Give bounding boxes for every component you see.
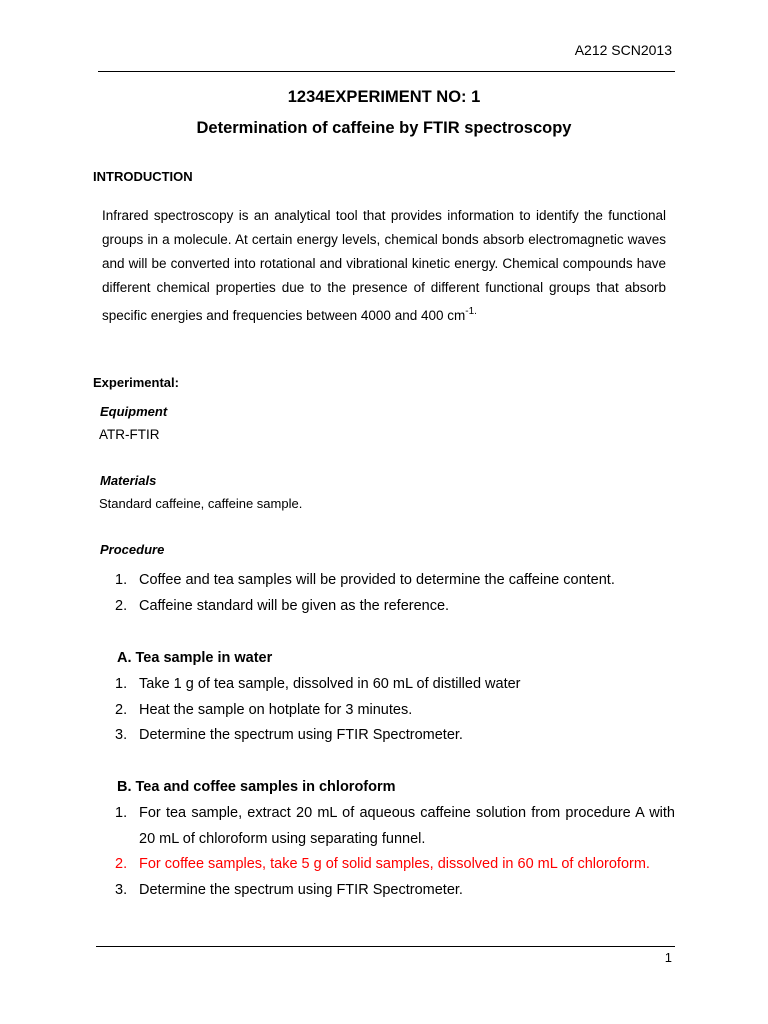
- list-text: Heat the sample on hotplate for 3 minutes.: [139, 701, 413, 718]
- list-number: 1.: [115, 572, 128, 588]
- list-text: Determine the spectrum using FTIR Spectrometer.: [139, 727, 463, 743]
- list-text: Caffeine standard will be given as the reference.: [139, 597, 450, 614]
- list-item: [112, 672, 675, 698]
- list-number: 1.: [115, 805, 128, 821]
- procedure-list: [112, 568, 675, 619]
- equipment-heading: Equipment: [100, 404, 168, 419]
- list-number: 3.: [115, 881, 128, 898]
- list-number: 1.: [115, 676, 128, 692]
- page-number: 1: [664, 950, 672, 965]
- list-text: Take 1 g of tea sample, dissolved in 60 mL of distilled water: [139, 676, 521, 692]
- list-text: For tea sample, extract 20 mL of aqueous caffeine solution from procedure A with 20 mL of chloroform using separating funnel.: [139, 805, 675, 847]
- list-item: [112, 801, 675, 852]
- list-text: For coffee samples, take 5 g of solid samples, dissolved in 60 mL of chloroform.: [139, 856, 650, 872]
- experiment-title: 1234EXPERIMENT NO: 1: [287, 88, 481, 106]
- list-item-highlighted: [112, 852, 675, 878]
- list-item: [112, 594, 675, 620]
- list-number: 2.: [115, 856, 128, 872]
- introduction-paragraph: [102, 204, 666, 328]
- footer-divider: [96, 946, 675, 947]
- list-item: [112, 723, 675, 749]
- part-b-list: [112, 801, 675, 903]
- materials-heading: Materials: [100, 473, 157, 488]
- list-number: 2.: [115, 701, 128, 718]
- part-a-heading: A. Tea sample in water: [117, 650, 273, 666]
- list-text: Coffee and tea samples will be provided to determine the caffeine content.: [139, 572, 615, 588]
- experiment-subtitle: Determination of caffeine by FTIR spectroscopy: [196, 119, 572, 137]
- list-number: 3.: [115, 727, 128, 743]
- materials-text: Standard caffeine, caffeine sample.: [99, 496, 303, 511]
- part-a-list: [112, 672, 675, 749]
- document-header-code: A212 SCN2013: [574, 42, 672, 58]
- procedure-heading: Procedure: [100, 542, 165, 557]
- introduction-heading: INTRODUCTION: [93, 169, 193, 184]
- part-b-heading: B. Tea and coffee samples in chloroform: [117, 779, 396, 795]
- wavenumber-exponent: -1.: [465, 306, 477, 317]
- list-item: [112, 568, 675, 594]
- experimental-heading: Experimental:: [93, 375, 179, 390]
- list-item: [112, 698, 675, 724]
- wavenumber-unit: cm: [447, 308, 466, 323]
- list-number: 2.: [115, 597, 128, 614]
- list-item: [112, 878, 675, 904]
- header-divider: [98, 71, 675, 72]
- introduction-text: Infrared spectroscopy is an analytical tool that provides information to identify the functional groups in a molecule. At certain energy levels, chemical bonds absorb electromagnetic waves and will be converted into rotational and vibrational kinetic energy. Chemical compounds have different chemical properties due to the presence of different functional groups that absorb specific energies and frequencies between 4000 and 400: [102, 208, 666, 323]
- equipment-text: ATR-FTIR: [99, 427, 160, 442]
- list-text: Determine the spectrum using FTIR Spectrometer.: [139, 881, 463, 898]
